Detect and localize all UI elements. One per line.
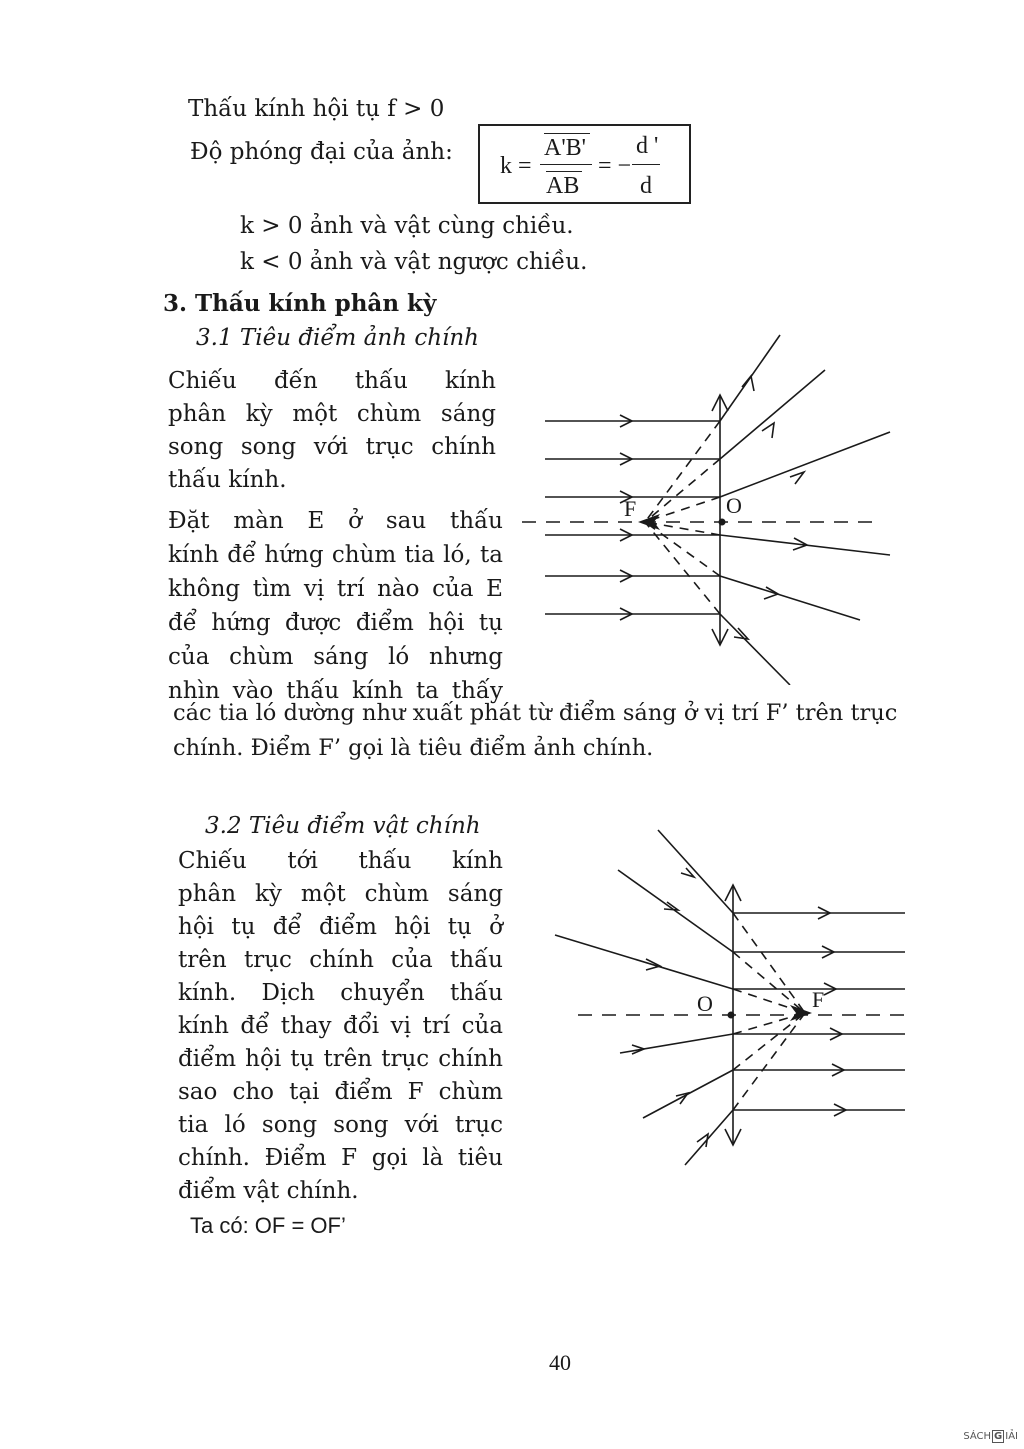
word: chùm — [438, 1079, 503, 1105]
label-f: F — [624, 496, 637, 521]
word: điểm — [355, 610, 414, 636]
word: song — [168, 434, 224, 460]
paragraph-line — [168, 612, 503, 635]
word: điểm — [318, 914, 377, 940]
paragraph-line — [168, 578, 503, 601]
word: một — [292, 401, 338, 427]
word: hội — [178, 914, 215, 940]
word: với — [313, 434, 348, 460]
word: tụ — [478, 610, 503, 636]
word: Chiếu — [178, 848, 247, 874]
paragraph-line — [178, 850, 503, 873]
word: gọi — [371, 1145, 408, 1171]
diverging-lens-image-focus-diagram — [510, 325, 910, 685]
paragraph-line — [178, 1081, 503, 1104]
formula-overline-num — [544, 133, 590, 134]
word: chính — [431, 434, 496, 460]
word: thấu — [450, 980, 503, 1006]
paragraph-line — [168, 544, 503, 567]
paragraph-line — [178, 1180, 359, 1203]
word: vị — [303, 576, 325, 602]
word: ló, — [443, 542, 472, 568]
paragraph-3-1-tail-line-1: các tia ló dường như xuất phát từ điểm sáng ở vị trí F’ trên trục — [173, 700, 898, 726]
page-number: 40 — [549, 1350, 571, 1375]
word: F — [407, 1079, 424, 1105]
subsection-3-2-heading: 3.2 Tiêu điểm vật chính — [205, 813, 481, 839]
logo-text-right: IẢI — [1005, 1431, 1018, 1442]
formula-equals-minus: = − — [598, 153, 632, 179]
word: thay — [280, 1013, 332, 1039]
word: song — [240, 434, 297, 460]
section-3-heading: 3. Thấu kính phân kỳ — [163, 290, 437, 317]
word: trục — [455, 1112, 503, 1138]
word: trục — [244, 947, 292, 973]
word: chính — [309, 947, 374, 973]
virtual-extension-rays — [733, 913, 805, 1110]
word: tụ — [290, 1046, 315, 1072]
word: hội — [394, 914, 431, 940]
word: tìm — [252, 576, 292, 602]
word: vị — [390, 1013, 412, 1039]
word: với — [404, 1112, 439, 1138]
paragraph-line — [178, 949, 503, 972]
paragraph-line — [168, 403, 496, 426]
label-o: O — [697, 991, 713, 1016]
magnification-label: Độ phóng đại của ảnh: — [190, 139, 453, 165]
word: phân — [178, 881, 237, 907]
word: ta — [415, 678, 439, 704]
word: thấu — [354, 368, 408, 394]
word: trí — [336, 576, 365, 602]
word: trên — [178, 947, 227, 973]
k-positive-text: k > 0 ảnh và vật cùng chiều. — [240, 213, 574, 239]
word: thấu — [450, 947, 503, 973]
word: Đặt — [168, 508, 210, 534]
word: ở — [348, 508, 363, 534]
word: phân — [168, 401, 227, 427]
word: thấu — [450, 508, 503, 534]
word: để — [168, 610, 197, 636]
paragraph-line — [178, 982, 503, 1005]
word: chính. — [178, 1145, 250, 1171]
word: chùm — [364, 881, 429, 907]
word: sáng — [447, 881, 503, 907]
word: kính — [445, 368, 496, 394]
optical-center-dot — [719, 519, 726, 526]
word: của — [391, 947, 433, 973]
word: điểm — [178, 1046, 237, 1072]
word: tới — [287, 848, 318, 874]
paragraph-line — [178, 1114, 503, 1137]
word: kính — [452, 848, 503, 874]
conclusion-text: Ta có: OF = OF’ — [190, 1213, 346, 1238]
focal-condition-text: Thấu kính hội tụ f > 0 — [188, 96, 445, 122]
word: sau — [385, 508, 427, 534]
word: kỳ — [254, 881, 282, 907]
word: tia — [404, 542, 435, 568]
word: của — [432, 576, 474, 602]
word: ở — [489, 914, 503, 940]
word: tiêu — [457, 1145, 503, 1171]
formula-denominator-d: d — [640, 173, 652, 199]
word: vào — [232, 678, 274, 704]
paragraph-line — [178, 1015, 503, 1038]
word: song — [333, 1112, 389, 1138]
word: hội — [245, 1046, 282, 1072]
word: Điểm — [264, 1145, 327, 1171]
word: là — [422, 1145, 444, 1171]
word: nhìn — [168, 678, 220, 704]
word: được — [285, 610, 342, 636]
label-f: F — [812, 987, 825, 1012]
word: nhưng — [429, 644, 503, 670]
word: chùm — [229, 644, 294, 670]
word: để — [272, 914, 302, 940]
word: chùm — [356, 401, 422, 427]
word: điểm — [334, 1079, 393, 1105]
logo-text-left: SÁCH — [963, 1431, 992, 1442]
diverging-lens-object-focus-diagram — [550, 825, 910, 1170]
word: thấu — [358, 848, 412, 874]
word: nào — [377, 576, 420, 602]
word: kính — [352, 678, 404, 704]
word: thấu kính. — [168, 467, 287, 493]
word: ta — [480, 542, 503, 568]
word: màn — [233, 508, 284, 534]
paragraph-line — [168, 436, 496, 459]
word: của — [461, 1013, 503, 1039]
logo-mark: G — [994, 1431, 1003, 1442]
word: thấu — [286, 678, 340, 704]
word: của — [168, 644, 210, 670]
formula-fraction-bar-2 — [632, 164, 660, 165]
word: kính. — [178, 980, 237, 1006]
word: để — [227, 542, 257, 568]
word: kính — [178, 1013, 229, 1039]
word: hội — [428, 610, 465, 636]
formula-fraction-bar-1 — [540, 164, 592, 165]
paragraph-3-1-tail-line-2: chính. Điểm F’ gọi là tiêu điểm ảnh chính. — [173, 735, 654, 761]
paragraph-line — [168, 646, 503, 669]
word: trục — [365, 434, 414, 460]
word: sáng — [313, 644, 369, 670]
magnification-formula-box — [478, 124, 691, 204]
formula-numerator-d-prime: d ' — [636, 133, 659, 159]
publisher-logo — [963, 1430, 1018, 1443]
word: E — [307, 508, 325, 534]
word: tia — [178, 1112, 209, 1138]
formula-denominator-ab: AB — [546, 173, 580, 199]
word: không — [168, 576, 241, 602]
word: Chiếu — [168, 368, 237, 394]
word: kỳ — [245, 401, 273, 427]
word: hứng — [264, 542, 324, 568]
paragraph-line — [168, 469, 287, 492]
formula-k-equals: k = — [500, 153, 532, 179]
word: tụ — [447, 914, 472, 940]
word: F — [341, 1145, 358, 1171]
word: cho — [232, 1079, 274, 1105]
word: đến — [273, 368, 318, 394]
word: chính — [438, 1046, 503, 1072]
word: ló — [224, 1112, 246, 1138]
word: kính — [168, 542, 219, 568]
word: E — [486, 576, 503, 602]
paragraph-line — [178, 1147, 503, 1170]
word: tại — [289, 1079, 320, 1105]
refracted-rays — [720, 335, 890, 685]
word: chùm — [331, 542, 397, 568]
word: ló — [388, 644, 410, 670]
label-o: O — [726, 493, 742, 518]
word: Dịch — [261, 980, 315, 1006]
word: hứng — [211, 610, 271, 636]
paragraph-line — [168, 370, 496, 393]
word: để — [240, 1013, 270, 1039]
word: sáng — [440, 401, 496, 427]
word: trục — [381, 1046, 430, 1072]
paragraph-line — [178, 1048, 503, 1071]
word: trí — [422, 1013, 451, 1039]
word: một — [300, 881, 346, 907]
k-negative-text: k < 0 ảnh và vật ngược chiều. — [240, 249, 588, 275]
formula-overline-den — [546, 171, 582, 172]
word: tụ — [231, 914, 256, 940]
word: chuyển — [340, 980, 425, 1006]
optical-center-dot — [728, 1012, 735, 1019]
word: điểm vật chính. — [178, 1178, 359, 1204]
word: thấy — [451, 678, 503, 704]
paragraph-line — [168, 510, 503, 533]
formula-numerator-ab-prime: A'B' — [544, 135, 586, 161]
word: trên — [323, 1046, 373, 1072]
word: đổi — [343, 1013, 380, 1039]
paragraph-line — [178, 883, 503, 906]
word: sao — [178, 1079, 218, 1105]
paragraph-line — [178, 916, 503, 939]
word: song — [261, 1112, 318, 1138]
subsection-3-1-heading: 3.1 Tiêu điểm ảnh chính — [196, 325, 479, 351]
